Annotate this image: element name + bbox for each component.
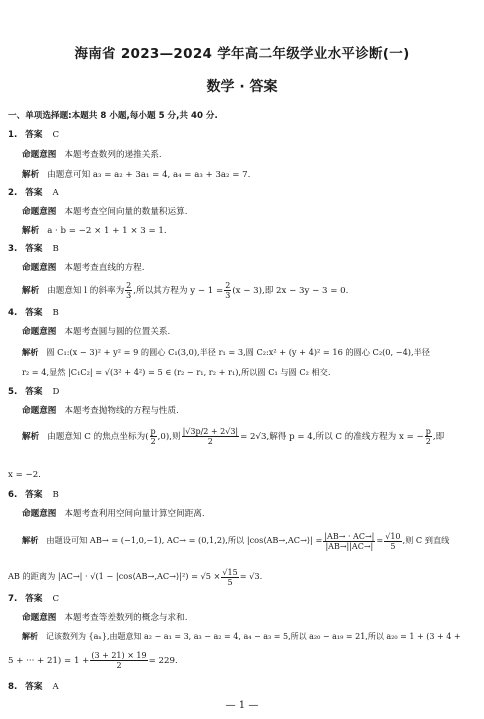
page-number: — 1 —	[225, 700, 259, 711]
fraction-denominator: 3	[126, 291, 132, 300]
q5-analysis-line: 解析 由题意知 C 的焦点坐标为( $\frac{p}{2}$ ,0),则 $\frac{|√3p/2 + 2√3|}{2}$ = 2√3,解得 p = 4,所以 C 的准线方程为 x = − $\frac{p}{2}$ ,即	[22, 427, 445, 446]
q7-answer-line	[8, 593, 59, 605]
analysis-label: 解析	[22, 347, 39, 357]
q5-focus-fraction	[150, 427, 157, 446]
q8-answer: A	[52, 682, 59, 692]
q6-analysis-2b: = √3.	[239, 571, 263, 581]
fraction-numerator: p	[150, 427, 156, 436]
intent-label: 命题意图	[22, 509, 57, 519]
q6-analysis-b: =	[376, 535, 384, 545]
q7-number: 7.	[8, 594, 18, 604]
q5-intent: 本题考查抛物线的方程与性质.	[64, 406, 179, 416]
q5-analysis-b: ,则	[169, 432, 181, 442]
q7-analysis-2b: = 229.	[148, 656, 178, 666]
q4-intent-line	[22, 326, 170, 338]
q3-number: 3.	[8, 244, 18, 254]
q6-answer: B	[52, 490, 59, 500]
fraction-numerator: √10	[385, 531, 401, 541]
q6-analysis-c: ,则 C 到直线	[402, 535, 450, 545]
fraction-denominator: 2	[150, 437, 156, 446]
q5-analysis-d: ,即	[432, 432, 445, 442]
fraction-denominator: |AB→||AC→|	[325, 541, 374, 551]
q3-analysis-line	[22, 281, 348, 301]
q3-intent-line	[22, 262, 144, 274]
answer-label: 答案	[25, 490, 43, 500]
q5-answer-line	[8, 386, 59, 398]
q7-analysis-line-2	[8, 650, 178, 672]
answer-label: 答案	[25, 682, 43, 692]
q5-analysis-c: = 2√3,解得 p = 4,所以 C 的准线方程为 x = −	[240, 432, 424, 442]
q6-intent-line	[22, 508, 205, 520]
q4-answer-line	[8, 307, 59, 319]
q1-number: 1.	[8, 130, 18, 140]
q7-analysis-1: 记该数列为 {aₙ},由题意知 a₂ − a₁ = 3, a₃ − a₂ = 4, a₄ − a₃ = 5,所以 a₂₀ − a₁₉ = 21,所以 a₂₀ = 1 + (3 + 4 +	[46, 632, 461, 641]
q3-analysis-c: (x − 3),即 2x − 3y − 3 = 0.	[232, 286, 349, 296]
q3-analysis-b: ,所以其方程为 y − 1 =	[133, 286, 224, 296]
q8-answer-line	[8, 681, 59, 693]
answer-label: 答案	[25, 594, 43, 604]
q6-analysis-line-2	[8, 565, 262, 587]
q2-answer-line	[8, 187, 59, 199]
q8-number: 8.	[8, 682, 18, 692]
answer-label: 答案	[25, 130, 43, 140]
q6-cos-fraction	[323, 532, 375, 551]
fraction-numerator: |√3p/2 + 2√3|	[182, 427, 239, 436]
intent-label: 命题意图	[22, 207, 57, 217]
q4-analysis-1: 圆 C₁:(x − 3)² + y² = 9 的圆心 C₁(3,0),半径 r₁ = 3,圆 C₂:x² + (y + 4)² = 16 的圆心 C₂(0, −4),半径	[46, 347, 430, 357]
q5-intent-line	[22, 405, 179, 417]
fraction-numerator: (3 + 21) × 19	[91, 651, 147, 660]
fraction-denominator: 5	[390, 541, 396, 551]
q1-answer-line	[8, 129, 59, 141]
fraction-numerator: |AB→ · AC→|	[324, 531, 375, 541]
page-title: 海南省 2023—2024 学年高二年级学业水平诊断(一)	[74, 46, 410, 62]
fraction-denominator: 2	[116, 661, 122, 670]
q6-value-fraction-2	[221, 568, 238, 587]
q5-directrix-fraction	[425, 427, 432, 446]
q5-analysis-a: 由题意知 C 的焦点坐标为	[47, 432, 146, 442]
q7-analysis-line	[22, 631, 461, 643]
q4-analysis-line	[22, 346, 430, 358]
intent-label: 命题意图	[22, 150, 57, 160]
q6-value-fraction	[384, 532, 401, 551]
q2-intent-line	[22, 206, 187, 218]
q3-answer-line	[8, 243, 59, 255]
q7-analysis-2a: 5 + ··· + 21) = 1 +	[8, 656, 90, 666]
q7-answer: C	[52, 594, 60, 604]
q2-answer: A	[52, 188, 59, 198]
q4-number: 4.	[8, 308, 18, 318]
page-subtitle: 数学 · 答案	[206, 79, 278, 95]
q5-distance-fraction	[182, 427, 240, 446]
q2-analysis: a · b = −2 × 1 + 1 × 3 = 1.	[47, 226, 167, 236]
intent-label: 命题意图	[22, 263, 57, 273]
q2-intent: 本题考查空间向量的数量积运算.	[64, 207, 188, 217]
fraction-denominator: 5	[227, 577, 233, 587]
q5-answer: D	[52, 387, 60, 397]
q1-analysis-line	[22, 169, 250, 181]
fraction-numerator: 2	[225, 281, 231, 290]
analysis-label: 解析	[22, 286, 40, 296]
q7-intent: 本题考查等差数列的概念与求和.	[64, 613, 188, 623]
q3-intent: 本题考查直线的方程.	[64, 263, 145, 273]
q6-analysis-a: 由题设可知 AB→ = (−1,0,−1), AC→ = (0,1,2),所以 |cos⟨AB→,AC→⟩| =	[46, 535, 323, 545]
answer-label: 答案	[25, 308, 43, 318]
q3-slope-fraction	[125, 281, 132, 300]
section-heading: 一、单项选择题:本题共 8 小题,每小题 5 分,共 40 分.	[8, 111, 218, 121]
fraction-denominator: 3	[225, 291, 231, 300]
q1-analysis: 由题意可知 a₃ = a₂ + 3a₁ = 4, a₄ = a₃ + 3a₂ = 7.	[47, 170, 251, 180]
q2-number: 2.	[8, 188, 18, 198]
q4-intent: 本题考查圆与圆的位置关系.	[64, 327, 171, 337]
q6-analysis-2a: AB 的距离为 |AC→| · √(1 − |cos⟨AB→,AC→⟩|²) = √5 ×	[8, 571, 221, 581]
q3-analysis-a: 由题意知 l 的斜率为	[47, 286, 125, 296]
q1-answer: C	[52, 130, 60, 140]
answer-label: 答案	[25, 244, 43, 254]
fraction-numerator: 2	[126, 281, 132, 290]
intent-label: 命题意图	[22, 613, 57, 623]
intent-label: 命题意图	[22, 406, 57, 416]
fraction-numerator: p	[425, 427, 431, 436]
fraction-denominator: 2	[425, 437, 431, 446]
intent-label: 命题意图	[22, 327, 57, 337]
analysis-label: 解析	[22, 632, 38, 641]
q7-sum-fraction	[90, 651, 147, 670]
q6-analysis-line	[22, 527, 449, 553]
q6-answer-line	[8, 489, 59, 501]
q7-intent-line	[22, 612, 187, 624]
q6-intent: 本题考查利用空间向量计算空间距离.	[64, 509, 205, 519]
analysis-label: 解析	[22, 170, 40, 180]
analysis-label: 解析	[22, 432, 40, 442]
q3-slope-fraction-2	[224, 281, 231, 300]
analysis-label: 解析	[22, 226, 40, 236]
q1-intent-line	[22, 149, 162, 161]
q4-answer: B	[52, 308, 59, 318]
answer-label: 答案	[25, 188, 43, 198]
q6-number: 6.	[8, 490, 18, 500]
q2-analysis-line	[22, 225, 167, 237]
q5-analysis-line-2: x = −2.	[8, 470, 41, 480]
fraction-denominator: 2	[207, 437, 213, 446]
answer-label: 答案	[25, 387, 43, 397]
q1-intent: 本题考查数列的递推关系.	[64, 150, 162, 160]
q4-analysis-line-2: r₂ = 4,显然 |C₁C₂| = √(3² + 4²) = 5 ∈ (r₂ − r₁, r₂ + r₁),所以圆 C₁ 与圆 C₂ 相交.	[22, 367, 331, 377]
q3-answer: B	[52, 244, 59, 254]
fraction-numerator: √15	[222, 567, 238, 577]
analysis-label: 解析	[22, 535, 39, 545]
q5-number: 5.	[8, 387, 18, 397]
